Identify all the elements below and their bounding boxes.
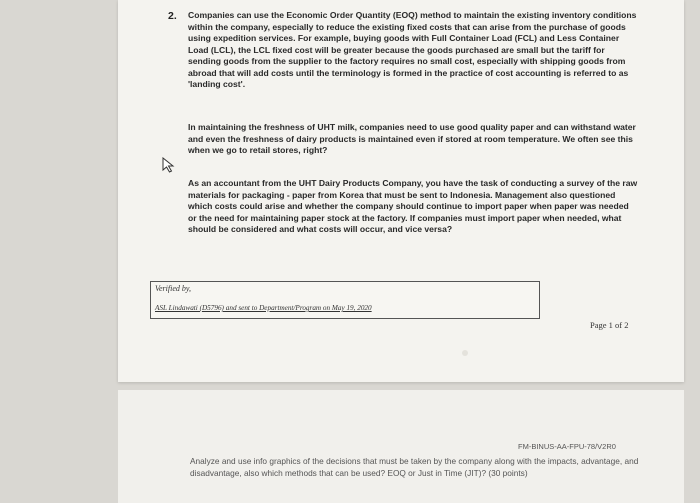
verification-detail: ASL Lindawati (D5796) and sent to Department/Program on May 19, 2020 [155, 304, 372, 312]
document-page-2 [118, 390, 684, 503]
question-instruction: Analyze and use info graphics of the decisions that must be taken by the company along with the impacts, advantage, and disadvantage, also which methods that can be used? EOQ or Just in Time (JIT)? (30 points) [190, 456, 639, 478]
document-code: FM-BINUS-AA-FPU-78/V2R0 [518, 442, 616, 451]
paragraph-uht-milk: In maintaining the freshness of UHT milk, companies need to use good quality paper and can withstand water and even the freshness of dairy products is maintained even if stored at room temperature. We often see this when we go to retail stores, right? [188, 122, 636, 155]
verification-box [150, 281, 540, 319]
page-number: Page 1 of 2 [590, 320, 629, 330]
faint-mark [462, 350, 468, 356]
verification-label: Verified by, [155, 284, 191, 293]
paragraph-accountant-task: As an accountant from the UHT Dairy Products Company, you have the task of conducting a survey of the raw materials for packaging - paper from Korea that must be sent to Indonesia. Management also questioned which costs could arise and whether the company should continue to import paper when paper was needed or the need for maintaining paper stock at the factory. If companies must import paper when needed, what should be considered and what costs will occur, and vice versa? [188, 178, 638, 234]
mouse-pointer-icon [162, 157, 176, 173]
question-number: 2. [168, 10, 177, 22]
document-page-1 [118, 0, 684, 382]
paragraph-eoq: Companies can use the Economic Order Quantity (EOQ) method to maintain the existing inventory conditions within the company, especially to reduce the existing fixed costs that can arise from the purchase of goods using expedition services. For example, buying goods with Full Container Load (FCL) and Less Container Load (LCL), the LCL fixed cost will be greater because the goods purchased are small but the tariff for sending goods from the supplier to the factory requires no small cost, especially with shipping goods from abroad that will add costs until the terminology is formed in the practice of cost accounting is referred to as 'landing cost'. [188, 10, 637, 89]
